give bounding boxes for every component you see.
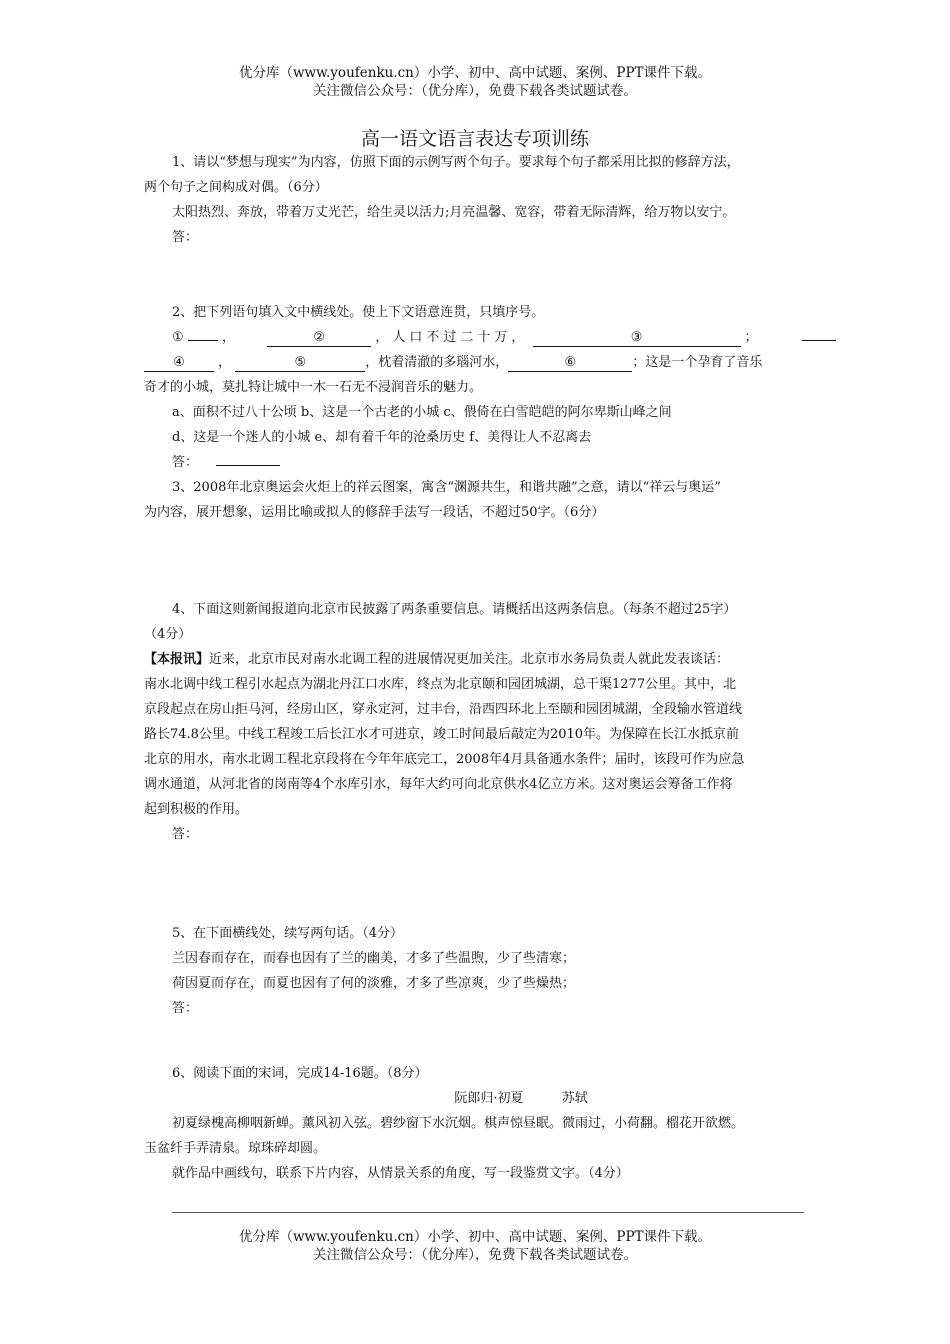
q4-news-line-1: 【本报讯】近来，北京市民对南水北调工程的进展情况更加关注。北京市水务局负责人就此发表谈话： [144, 652, 730, 667]
q1-stem-line-1: 1、请以“梦想与现实”为内容，仿照下面的示例写两个句子。要求每个句子都采用比拟的修辞方法， [172, 155, 740, 170]
header-line-2: 关注微信公众号：（优分库），免费下载各类试题试卷。 [313, 83, 637, 99]
q2-passage-line-2: ④ ， ⑤ ，枕着清澈的多瑙河水， ⑥ ；这是一个孕育了音乐 [144, 350, 814, 375]
q6-poem-title: 阮郎归·初夏 [454, 1091, 524, 1106]
page-title: 高一语文语言表达专项训练 [360, 128, 589, 150]
q6-task: 就作品中画线句，联系下片内容，从情景关系的角度，写一段鉴赏文字。（4分） [172, 1166, 629, 1181]
q5-answer-label: 答： [172, 1001, 199, 1016]
q4-news-line-2: 南水北调中线工程引水起点为湖北丹江口水库，终点为北京颐和园团城湖，总干渠1277公里。其中，北 [144, 677, 737, 692]
header-line-1: 优分库（www.youfenku.cn）小学、初中、高中试题、案例、PPT课件下载。 [238, 65, 712, 81]
q2-options-1: a、面积不过八十公顷 b、这是一个古老的小城 c、偎倚在白雪皑皑的阿尔卑斯山峰之间 [172, 405, 672, 420]
q2-blank-1[interactable] [188, 340, 218, 341]
q2-blank-6[interactable]: ⑥ [508, 355, 632, 372]
q4-answer-label: 答： [172, 827, 199, 842]
q3-stem-line-1: 3、2008年北京奥运会火炬上的祥云图案，寓含“渊源共生，和谐共融”之意，请以“祥云与奥运” [172, 480, 721, 495]
q4-news-line-7: 起到积极的作用。 [144, 802, 249, 817]
question-1 [144, 150, 814, 250]
q5-stem: 5、在下面横线处，续写两句话。（4分） [172, 926, 404, 941]
q4-news-tag: 【本报讯】 [144, 652, 210, 667]
q6-poem-author: 苏轼 [561, 1091, 588, 1106]
q6-stem: 6、阅读下面的宋词，完成14-16题。（8分） [172, 1066, 428, 1081]
q4-stem-line-1: 4、下面这则新闻报道向北京市民披露了两条重要信息。请概括出这两条信息。（每条不超过25字） [172, 602, 737, 617]
question-2 [144, 300, 814, 475]
q6-poem-heading [144, 1086, 814, 1111]
footer-line-1: 优分库（www.youfenku.cn）小学、初中、高中试题、案例、PPT课件下载。 [238, 1229, 712, 1245]
q6-poem-line-2: 玉盆纤手弄清泉。琼珠碎却圆。 [144, 1141, 327, 1156]
footer-divider [172, 1212, 804, 1213]
q2-blank-2[interactable]: ② [267, 330, 371, 347]
q4-news-line-4: 路长74.8公里。中线工程竣工后长江水才可进京，竣工时间最后敲定为2010年。为保障在长江水抵京前 [144, 727, 740, 742]
q2-stem: 2、把下列语句填入文中横线处。使上下文语意连贯，只填序号。 [172, 305, 545, 320]
document-body [144, 150, 814, 1186]
q5-line-1: 兰因春而存在，而春也因有了兰的幽美，才多了些温煦，少了些清寒； [172, 951, 576, 966]
q4-news-line-6: 调水通道，从河北省的岗南等4个水库引水，每年大约可向北京供水4亿立方米。这对奥运会筹备工作将 [144, 777, 733, 792]
question-6 [144, 1061, 814, 1186]
q2-answer-label: 答： [172, 455, 199, 470]
footer-line-2: 关注微信公众号：（优分库），免费下载各类试题试卷。 [313, 1247, 637, 1263]
q2-answer-blank[interactable] [216, 465, 280, 466]
page-header [0, 64, 950, 100]
q1-answer-label: 答： [172, 230, 199, 245]
q2-marker-1: ① [172, 330, 184, 345]
q5-line-2: 荷因夏而存在，而夏也因有了何的淡雅，才多了些凉爽，少了些燥热； [172, 976, 576, 991]
q2-blank-4-start[interactable] [802, 340, 836, 341]
question-5 [144, 921, 814, 1021]
question-4 [144, 597, 814, 847]
q2-answer-row [144, 450, 814, 475]
q2-passage-line-3: 奇才的小城，莫扎特让城中一木一石无不浸润音乐的魅力。 [144, 380, 483, 395]
q6-poem-line-1: 初夏绿槐高柳咽新蝉。薰风初入弦。碧纱窗下水沉烟。棋声惊昼眠。微雨过，小荷翻。榴花开欲燃。 [172, 1116, 745, 1131]
q2-blank-4[interactable]: ④ [144, 355, 214, 372]
q1-example: 太阳热烈、奔放，带着万丈光芒，给生灵以活力;月亮温馨、宽容，带着无际清辉，给万物以安宁。 [172, 205, 736, 220]
q2-blank-5[interactable]: ⑤ [235, 355, 365, 372]
q4-news-line-5: 北京的用水，南水北调工程北京段将在今年年底完工，2008年4月具备通水条件；届时，该段可作为应急 [144, 752, 745, 767]
q2-passage-line-1: ① ， ② ，人口不过二十万， ③ ； [144, 325, 814, 350]
q2-blank-3[interactable]: ③ [533, 330, 741, 347]
q2-options-2: d、这是一个迷人的小城 e、却有着千年的沧桑历史 f、美得让人不忍离去 [172, 430, 592, 445]
page-footer [0, 1228, 950, 1264]
q4-news-line-3: 京段起点在房山拒马河，经房山区，穿永定河，过丰台，沿西四环北上至颐和园团城湖，全段输水管道线 [144, 702, 743, 717]
q3-stem-line-2: 为内容，展开想象，运用比喻或拟人的修辞手法写一段话，不超过50字。（6分） [144, 505, 605, 520]
question-3 [144, 475, 814, 525]
q4-stem-line-2: （4分） [144, 627, 192, 642]
q1-stem-line-2: 两个句子之间构成对偶。（6分） [144, 180, 328, 195]
